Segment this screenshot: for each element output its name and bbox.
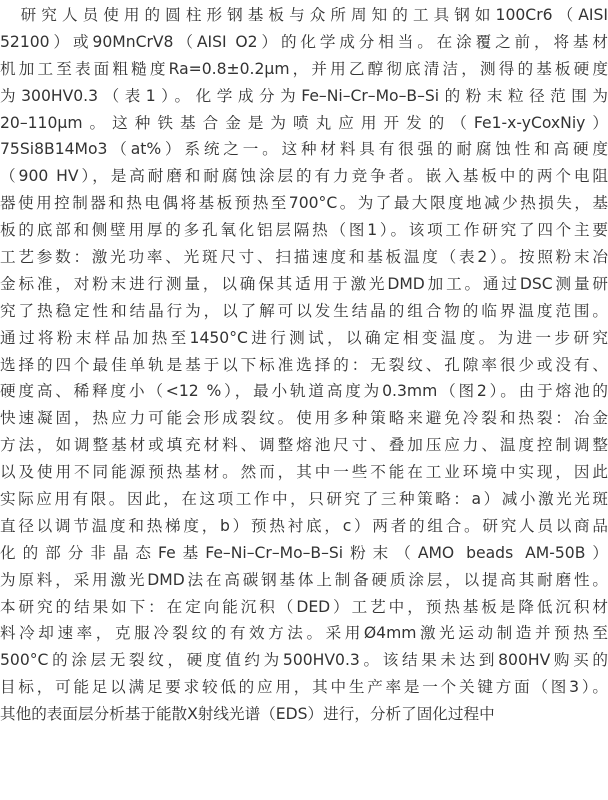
text-line-8: 器使用控制器和热电偶将基板预热至700°C。为了最大限度地减少热损失，基 xyxy=(0,194,608,213)
text-line-21: 化的部分非晶态Fe基Fe–Ni–Cr–Mo–B–Si粉末（AMO beads AM-50B） xyxy=(0,543,608,562)
text-line-26: 目标，可能足以满足要求较低的应用，其中生产率是一个关键方面（图3）。 xyxy=(0,678,608,697)
text-line-17: 方法，如调整基材或填充材料、调整熔池尺寸、叠加压应力、温度控制调整 xyxy=(0,436,608,455)
text-line-7: （900 HV），是高耐磨和耐腐蚀涂层的有力竞争者。嵌入基板中的两个电阻 xyxy=(0,167,608,186)
text-line-11: 金标准，对粉末进行测量，以确保其适用于激光DMD加工。通过DSC测量研 xyxy=(0,274,608,293)
text-line-13: 通过将粉末样品加热至1450°C进行测试，以确定相变温度。为进一步研究 xyxy=(0,328,608,347)
text-line-16: 快速凝固，热应力可能会形成裂纹。使用多种策略来避免冷裂和热裂：冶金 xyxy=(0,409,608,428)
text-line-19: 实际应用有限。因此，在这项工作中，只研究了三种策略：a）减小激光光斑 xyxy=(0,490,608,509)
text-line-9: 板的底部和侧壁用厚的多孔氧化铝层隔热（图1）。该项工作研究了四个主要 xyxy=(0,221,608,240)
text-line-6: 75Si8B14Mo3（at%）系统之一。这种材料具有很强的耐腐蚀性和高硬度 xyxy=(0,140,608,159)
text-line-22: 为原料，采用激光DMD法在高碳钢基体上制备硬质涂层，以提高其耐磨性。 xyxy=(0,570,608,589)
text-line-25: 500°C的涂层无裂纹，硬度值约为500HV0.3。该结果未达到800HV购买的 xyxy=(0,651,608,670)
text-line-10: 工艺参数：激光功率、光斑尺寸、扫描速度和基板温度（表2）。按照粉末冶 xyxy=(0,248,608,267)
text-line-5: 20–110μm。这种铁基合金是为喷丸应用开发的（Fe1-x-yCoxNiy） xyxy=(0,113,608,132)
text-line-12: 究了热稳定性和结晶行为，以了解可以发生结晶的组合物的临界温度范围。 xyxy=(0,301,608,320)
text-line-18: 以及使用不同能源预热基材。然而，其中一些不能在工业环境中实现，因此 xyxy=(0,463,608,482)
text-line-24: 料冷却速率，克服冷裂纹的有效方法。采用Ø4mm激光运动制造并预热至 xyxy=(0,624,608,643)
text-line-1: 研究人员使用的圆柱形钢基板与众所周知的工具钢如100Cr6（AISI xyxy=(0,6,608,24)
text-line-15: 硬度高、稀释度小（<12 %），最小轨道高度为0.3mm（图2）。由于熔池的 xyxy=(0,382,608,401)
text-line-27: 其他的表面层分析基于能散X射线光谱（EDS）进行，分析了固化过程中 xyxy=(0,705,495,724)
text-line-14: 选择的四个最佳单轨是基于以下标准选择的：无裂纹、孔隙率很少或没有、 xyxy=(0,355,608,374)
text-line-2: 52100）或90MnCrV8（AISI O2）的化学成分相当。在涂覆之前，将基材 xyxy=(0,32,608,51)
text-line-4: 为300HV0.3（表1）。化学成分为Fe–Ni–Cr–Mo–B–Si的粉末粒径范围为 xyxy=(0,86,608,105)
text-line-20: 直径以调节温度和热梯度，b）预热衬底，c）两者的组合。研究人员以商品 xyxy=(0,516,608,535)
text-line-3: 机加工至表面粗糙度Ra=0.8±0.2μm，并用乙醇彻底清洁，测得的基板硬度 xyxy=(0,59,608,78)
text-line-23: 本研究的结果如下：在定向能沉积（DED）工艺中，预热基板是降低沉积材 xyxy=(0,597,608,616)
